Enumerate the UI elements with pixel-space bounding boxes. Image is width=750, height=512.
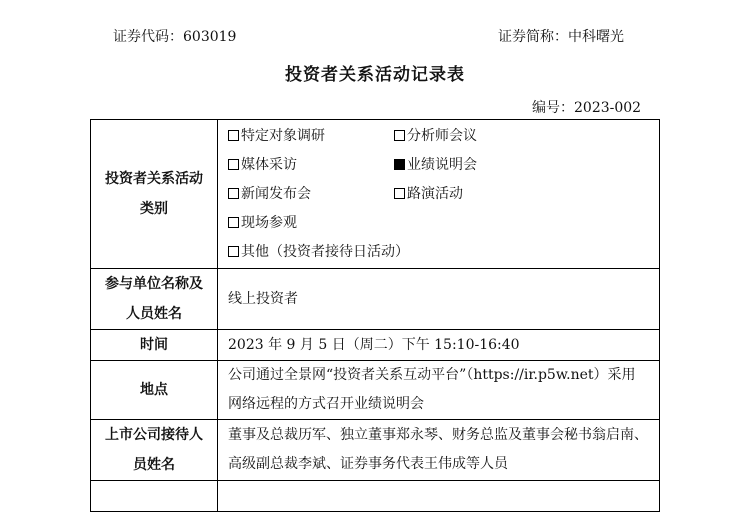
option-roadshow[interactable]: [394, 180, 463, 209]
page-title: 投资者关系活动记录表: [285, 65, 465, 85]
option-other[interactable]: [228, 238, 409, 267]
location-line2: 网络远程的方式召开业绩说明会: [228, 396, 424, 412]
option-site-research-label: 特定对象调研: [241, 127, 325, 144]
stock-code: 证券代码：603019: [113, 29, 237, 45]
option-press-conference[interactable]: [228, 180, 394, 209]
checkbox-earnings-briefing[interactable]: [394, 159, 405, 170]
receptionists-row: [91, 420, 660, 481]
checkbox-site-visit[interactable]: [228, 217, 239, 228]
next-row: [91, 481, 660, 512]
record-table: [90, 119, 660, 512]
category-label: [91, 120, 218, 269]
option-analyst-meeting[interactable]: [394, 122, 477, 151]
receptionists-label-line2: 员姓名: [133, 457, 175, 473]
checkbox-other[interactable]: [228, 246, 239, 257]
time-label: 时间: [91, 330, 218, 361]
option-media-interview[interactable]: [228, 151, 394, 180]
location-value: [218, 361, 660, 420]
time-value: 2023 年 9 月 5 日（周二）下午 15:10-16:40: [218, 330, 660, 361]
option-earnings-briefing-label: 业绩说明会: [407, 156, 477, 173]
next-row-value: [218, 481, 660, 512]
option-earnings-briefing[interactable]: [394, 151, 477, 180]
receptionists-label: [91, 420, 218, 481]
participants-value: 线上投资者: [218, 269, 660, 330]
receptionists-label-line1: 上市公司接待人: [105, 427, 203, 443]
location-line1: 公司通过全景网“投资者关系互动平台”（https://ir.p5w.net）采用: [228, 367, 636, 383]
option-site-visit[interactable]: [228, 209, 394, 238]
receptionists-value: [218, 420, 660, 481]
time-row: [91, 330, 660, 361]
stock-short-name: 证券简称：中科曙光: [498, 29, 624, 45]
option-analyst-meeting-label: 分析师会议: [407, 127, 477, 144]
serial-number: 编号：2023-002: [532, 100, 642, 116]
participants-label: [91, 269, 218, 330]
receptionists-line2: 高级副总裁李斌、证券事务代表王伟成等人员: [228, 456, 508, 472]
checkbox-press-conference[interactable]: [228, 188, 239, 199]
checkbox-analyst-meeting[interactable]: [394, 130, 405, 141]
next-row-label: [91, 481, 218, 512]
location-label: 地点: [91, 361, 218, 420]
checkbox-roadshow[interactable]: [394, 188, 405, 199]
participants-label-line2: 人员姓名: [126, 306, 182, 322]
category-label-line2: 类别: [140, 201, 168, 217]
option-site-visit-label: 现场参观: [241, 214, 297, 231]
category-options: [218, 120, 660, 269]
category-label-line1: 投资者关系活动: [105, 171, 203, 187]
participants-row: [91, 269, 660, 330]
checkbox-site-research[interactable]: [228, 130, 239, 141]
receptionists-line1: 董事及总裁历军、独立董事郑永琴、财务总监及董事会秘书翁启南、: [228, 427, 648, 443]
option-other-label: 其他（投资者接待日活动）: [241, 243, 409, 260]
option-roadshow-label: 路演活动: [407, 185, 463, 202]
checkbox-media-interview[interactable]: [228, 159, 239, 170]
option-media-interview-label: 媒体采访: [241, 156, 297, 173]
participants-label-line1: 参与单位名称及: [105, 276, 203, 292]
category-row: [91, 120, 660, 269]
option-press-conference-label: 新闻发布会: [241, 185, 311, 202]
location-row: [91, 361, 660, 420]
option-site-research[interactable]: [228, 122, 394, 151]
